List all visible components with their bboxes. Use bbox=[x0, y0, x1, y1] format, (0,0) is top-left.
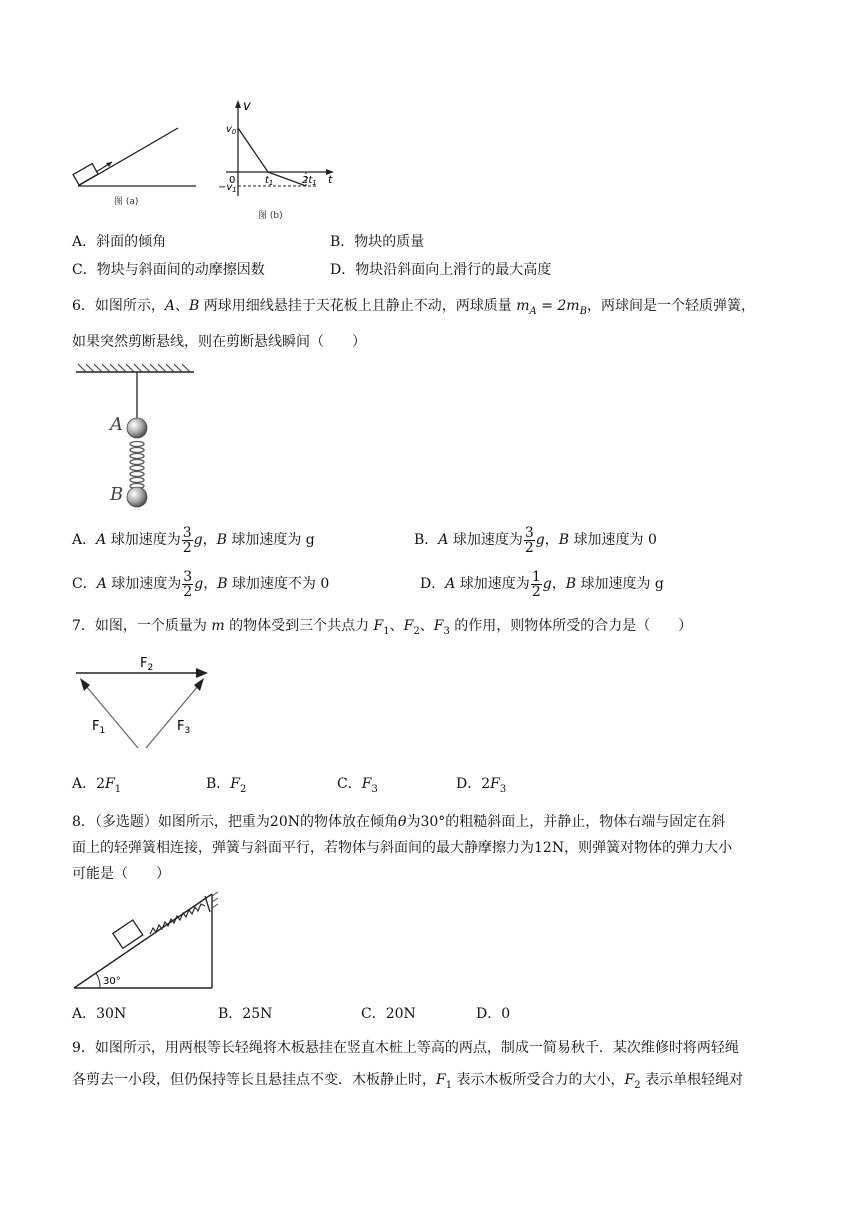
fig-b-2t1-label: $2t_1$ bbox=[302, 175, 317, 187]
figure-b-caption: 图 (b) bbox=[258, 211, 283, 221]
fig-b-neg-v1-label: $-v_1$ bbox=[218, 182, 237, 194]
q7-option-c[interactable]: C．$F_3$ bbox=[337, 776, 378, 795]
q7-fig-f1-label: $F_1$ bbox=[92, 719, 106, 736]
q8-option-c[interactable]: C．20N bbox=[361, 1006, 416, 1022]
q6-fig-label-a: A bbox=[110, 414, 123, 435]
q5-option-c[interactable]: C．物块与斜面间的动摩擦因数 bbox=[72, 262, 265, 278]
q8-stem-line2: 面上的轻弹簧相连接，弹簧与斜面平行，若物体与斜面间的最大静摩擦力为12N，则弹簧对物体的弹力大小 bbox=[72, 840, 733, 856]
fig-b-t-label: t bbox=[328, 173, 333, 186]
q8-stem-line1: 8．（多选题）如图所示，把重为20N的物体放在倾角θ为30°的粗糙斜面上，并静止，物体右端与固定在斜 bbox=[72, 814, 726, 830]
q7-option-a[interactable]: A．$2F_1$ bbox=[72, 776, 122, 795]
q5-option-b[interactable]: B．物块的质量 bbox=[330, 234, 425, 250]
q9-stem-line1: 9．如图所示，用两根等长轻绳将木板悬挂在竖直木桩上等高的两点，制成一简易秋千．某次维修时将两轻绳 bbox=[72, 1040, 739, 1056]
q6-stem-line1: 6．如图所示，A、B 两球用细线悬挂于天花板上且静止不动，两球质量 $m_A = 2m_B$，两球间是一个轻质弹簧， bbox=[72, 298, 755, 317]
figure-a-caption: 图 (a) bbox=[114, 197, 139, 207]
q7-fig-f2-label: $F_2$ bbox=[140, 656, 154, 673]
q7-stem: 7．如图，一个质量为 m 的物体受到三个共点力 $F_1$、$F_2$、$F_3$ 的作用，则物体所受的合力是（ ） bbox=[72, 618, 693, 637]
fig-b-v-label: v bbox=[243, 99, 251, 114]
q8-option-d[interactable]: D．0 bbox=[476, 1006, 511, 1022]
q6-fig-label-b: B bbox=[110, 484, 124, 505]
q6-option-b[interactable]: B．A 球加速度为 $\frac{3}{2}$ g，B 球加速度为 0 bbox=[414, 524, 657, 556]
q5-option-a[interactable]: A．斜面的倾角 bbox=[72, 234, 167, 250]
q8-stem-line3: 可能是（ ） bbox=[72, 866, 170, 882]
q7-fig-f3-label: $F_3$ bbox=[177, 719, 191, 736]
q8-option-b[interactable]: B．25N bbox=[218, 1006, 273, 1022]
q8-option-a[interactable]: A．30N bbox=[72, 1006, 127, 1022]
fig-b-v0-label: $v_0$ bbox=[226, 124, 237, 136]
q7-option-d[interactable]: D．$2F_3$ bbox=[456, 776, 507, 795]
q6-stem-line2: 如果突然剪断悬线，则在剪断悬线瞬间（ ） bbox=[72, 334, 366, 350]
fig-b-origin-label: 0 bbox=[229, 175, 236, 186]
q9-stem-line2: 各剪去一小段，但仍保持等长且悬挂点不变．木板静止时，$F_1$ 表示木板所受合力的大小，$F_2$ 表示单根轻绳对 bbox=[72, 1072, 744, 1091]
q5-option-d[interactable]: D．物块沿斜面向上滑行的最大高度 bbox=[330, 262, 552, 278]
q6-option-a[interactable]: A．A 球加速度为 $\frac{3}{2}$ g，B 球加速度为 g bbox=[72, 524, 315, 556]
q7-option-b[interactable]: B．$F_2$ bbox=[206, 776, 247, 795]
q6-option-d[interactable]: D．A 球加速度为 $\frac{1}{2}$ g，B 球加速度为 g bbox=[420, 568, 664, 600]
fig-b-t1-label: $t_1$ bbox=[265, 175, 274, 187]
q8-fig-angle-label: 30° bbox=[103, 976, 121, 987]
q6-option-c[interactable]: C．A 球加速度为 $\frac{3}{2}$ g，B 球加速度不为 0 bbox=[72, 568, 330, 600]
